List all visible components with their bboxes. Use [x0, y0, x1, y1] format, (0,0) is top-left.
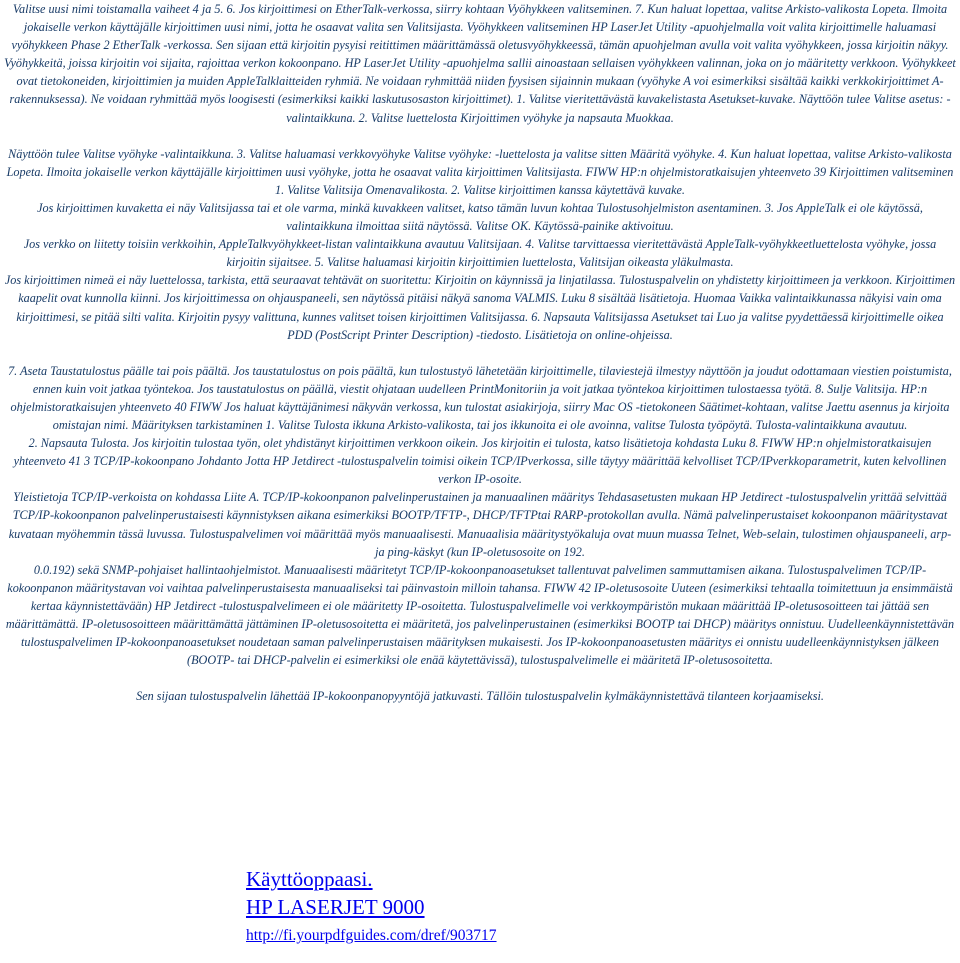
paragraph-8: Yleistietoja TCP/IP-verkoista on kohdassa Liite A. TCP/IP-kokoonpanon palvelinperustainen ja manuaalinen määritys Tehdasasetusten mukaan HP Jetdirect -tulostuspalvelin yrittää selvittää TCP/IP-kokoonpanon palvelinperustaisesti käynnistyksen aikana esimerkiksi BOOTP/TFTP-, DHCP/TFTPtai RARP-protokollan avulla. Nämä palvelinperustaiset kokoonpanon määritystavat kuvataan myöhemmin tässä luvussa. Tulostuspalvelimen voi määrittää myös manuaalisesti. Manuaalisia määritystyökaluja ovat muun muassa Telnet, Web-selain, tulostimen ohjauspaneeli, arp- ja ping-käskyt (kun IP-oletusosoite on 192.: [8, 490, 952, 559]
spacer: [0, 127, 960, 145]
paragraph-7: 2. Napsauta Tulosta. Jos kirjoitin tulostaa työn, olet yhdistänyt kirjoittimen verkkoon oikein. Jos kirjoitin ei tulosta, katso lisätietoja kohdasta Luku 8. FIWW HP:n ohjelmistoratkaisujen yhteenveto 41 3 TCP/IP-kokoonpano Johdanto Jotta HP Jetdirect -tulostuspalvelin toimisi oikein TCP/IPverkossa, sille täytyy määrittää kelvolliset TCP/IPverkkoparametrit, kuten kelvollinen verkon IP-osoite.: [13, 436, 947, 487]
spacer: [0, 344, 960, 362]
user-guide-link[interactable]: Käyttöoppaasi.: [246, 867, 373, 891]
product-link[interactable]: HP LASERJET 9000: [246, 895, 425, 919]
paragraph-6: 7. Aseta Taustatulostus päälle tai pois päältä. Jos taustatulostus on pois päältä, kun tulostustyö lähetetään kirjoittimelle, tilaviestejä ilmestyy näyttöön ja joudut odottamaan viestien poistumista, ennen kuin voit jatkaa työntekoa. Jos taustatulostus on päällä, viestit ohjataan uudelleen PrintMonitoriin ja voit jatkaa työntekoa kirjoittimen tulostaessa työtä. 8. Sulje Valitsija. HP:n ohjelmistoratkaisujen yhteenveto 40 FIWW Jos haluat käyttäjänimesi näkyvän verkossa, kun tulostat asiakirjoja, siirry Mac OS -tietokoneen Säätimet-kohtaan, valitse Jaettu asennus ja kirjoita omistajan nimi. Määrityksen tarkistaminen 1. Valitse Tulosta ikkuna Arkisto-valikosta, tai jos ikkunoita ei ole avoinna, valitse Tulosta työpöytä. Tulosta-valintaikkuna avautuu.: [8, 363, 952, 432]
paragraph-10: Sen sijaan tulostuspalvelin lähettää IP-kokoonpanopyyntöjä jatkuvasti. Tällöin tulostuspalvelin kylmäkäynnistettävä tilanteen korjaamiseksi.: [136, 689, 824, 704]
footer-links: [246, 866, 497, 950]
paragraph-9: 0.0.192) sekä SNMP-pohjaiset hallintaohjelmistot. Manuaalisesti määritetyt TCP/IP-kokoonpanoasetukset tallentuvat palvelimen sammuttamisen aikana. Tulostuspalvelimen TCP/IP-kokoonpanon määritystavan voi vaihtaa palvelinperustaisesta manuaaliseksi tai päinvastoin milloin tahansa. FIWW 42 IP-oletusosoite Uuteen (esimerkiksi tehtaalla toimitettuun ja ensimmäistä kertaa käynnistettävään) HP Jetdirect -tulostuspalvelimeen ei ole määritetty IP-osoitetta. Tulostuspalvelimelle voi verkkoympäristön mukaan määrittää IP-oletusosoitteen tai jättää sen määrittämättä. IP-oletusosoitteen määrittämättä jättäminen IP-oletusosoitetta ei määritetä, jos palvelinperustainen (esimerkiksi BOOTP tai DHCP) määritys onnistuu. Uudelleenkäynnistettävän tulostuspalvelimen IP-kokoonpanoasetukset noudetaan saman palvelinperustaisen määrityksen mukaisesti. Jos IP-kokoonpanoasetusten määritys ei onnistu uudelleenkäynnistyksen jälkeen (BOOTP- tai DHCP-palvelin ei esimerkiksi ole enää käytettävissä), tulostuspalvelimelle ei määritetä IP-oletusosoitetta.: [5, 562, 955, 668]
paragraph-5: Jos kirjoittimen nimeä ei näy luettelossa, tarkista, että seuraavat tehtävät on suoritettu: Kirjoitin on käynnissä ja linjatilassa. Tulostuspalvelin on yhdistetty kirjoittimeen ja verkkoon. Kirjoittimen kaapelit ovat kunnolla kiinni. Jos kirjoittimessa on ohjauspaneeli, sen näytössä pitäisi näkyä sanoma VALMIS. Luku 8 sisältää lisätietoja. Huomaa Vaikka valintaikkunassa näkyisi vain oma kirjoittimesi, se pitää silti valita. Kirjoitin pysyy valittuna, kunnes valitset toisen kirjoittimen Valitsijassa. 6. Napsauta Valitsijassa Asetukset tai Luo ja valitse pyydettäessä kirjoittimelle oikea PDD (PostScript Printer Description) -tiedosto. Lisätietoja on online-ohjeissa.: [4, 273, 956, 342]
paragraph-2: Näyttöön tulee Valitse vyöhyke -valintaikkuna. 3. Valitse haluamasi verkkovyöhyke Valitse vyöhyke: -luettelosta ja valitse sitten Määritä vyöhyke. 4. Kun haluat lopettaa, valitse Arkisto-valikosta Lopeta. Ilmoita jokaiselle verkon käyttäjälle kirjoittimen uusi vyöhyke, jotta he osaavat valita kirjoittimen Valitsijasta. FIWW HP:n ohjelmistoratkaisujen yhteenveto 39 Kirjoittimen valitseminen 1. Valitse Valitsija Omenavalikosta. 2. Valitse kirjoittimen kanssa käytettävä kuvake.: [6, 146, 954, 197]
paragraph-4: Jos verkko on liitetty toisiin verkkoihin, AppleTalkvyöhykkeet-listan valintaikkuna avautuu Valitsijaan. 4. Valitse tarvittaessa vieritettävästä AppleTalk-vyöhykkeetluettelosta vyöhyke, jossa kirjoitin sijaitsee. 5. Valitse haluamasi kirjoitin kirjoittimien luettelosta, Valitsijan oikeasta yläkulmasta.: [23, 237, 937, 270]
paragraph-1: Valitse uusi nimi toistamalla vaiheet 4 ja 5. 6. Jos kirjoittimesi on EtherTalk-verkossa, siirry kohtaan Vyöhykkeen valitseminen. 7. Kun haluat lopettaa, valitse Arkisto-valikosta Lopeta. Ilmoita jokaiselle verkon käyttäjälle kirjoittimen uusi nimi, jotta he osaavat valita sen Valitsijasta. Vyöhykkeen valitseminen HP LaserJet Utility -apuohjelmalla voit valita kirjoittimelle haluamasi vyöhykkeen Phase 2 EtherTalk -verkossa. Sen sijaan että kirjoitin pysyisi reitittimen määrittämässä oletusvyöhykkeessä, tämän apuohjelman avulla voit valita vyöhykkeen, jossa kirjoitin näkyy. Vyöhykkeitä, joissa kirjoitin voi sijaita, rajoittaa verkon kokoonpano. HP LaserJet Utility -apuohjelma sallii ainoastaan sellaisen vyöhykkeen valinnan, joka on jo määritetty verkkoon. Vyöhykkeet ovat tietokoneiden, kirjoittimien ja muiden AppleTalklaitteiden ryhmiä. Ne voidaan ryhmittää niiden fyysisen sijainnin mukaan (vyöhyke A voi esimerkiksi sisältää kaikki verkkokirjoittimet A-rakennuksessa). Ne voidaan ryhmittää myös loogisesti (esimerkiksi kaikki laskutusosaston kirjoittimet). 1. Valitse vieritettävästä kuvakelistasta Asetukset-kuvake. Näyttöön tulee Valitse asetus: -valintaikkuna. 2. Valitse luettelosta Kirjoittimen vyöhyke ja napsauta Muokkaa.: [4, 2, 956, 125]
url-link[interactable]: http://fi.yourpdfguides.com/dref/903717: [246, 927, 497, 944]
spacer: [0, 669, 960, 687]
paragraph-3: Jos kirjoittimen kuvaketta ei näy Valitsijassa tai et ole varma, minkä kuvakkeen valitset, katso tämän luvun kohtaa Tulostusohjelmiston asentaminen. 3. Jos AppleTalk ei ole käytössä, valintaikkuna ilmoittaa siitä näytössä. Valitse OK. Käytössä-painike aktivoituu.: [37, 200, 923, 234]
